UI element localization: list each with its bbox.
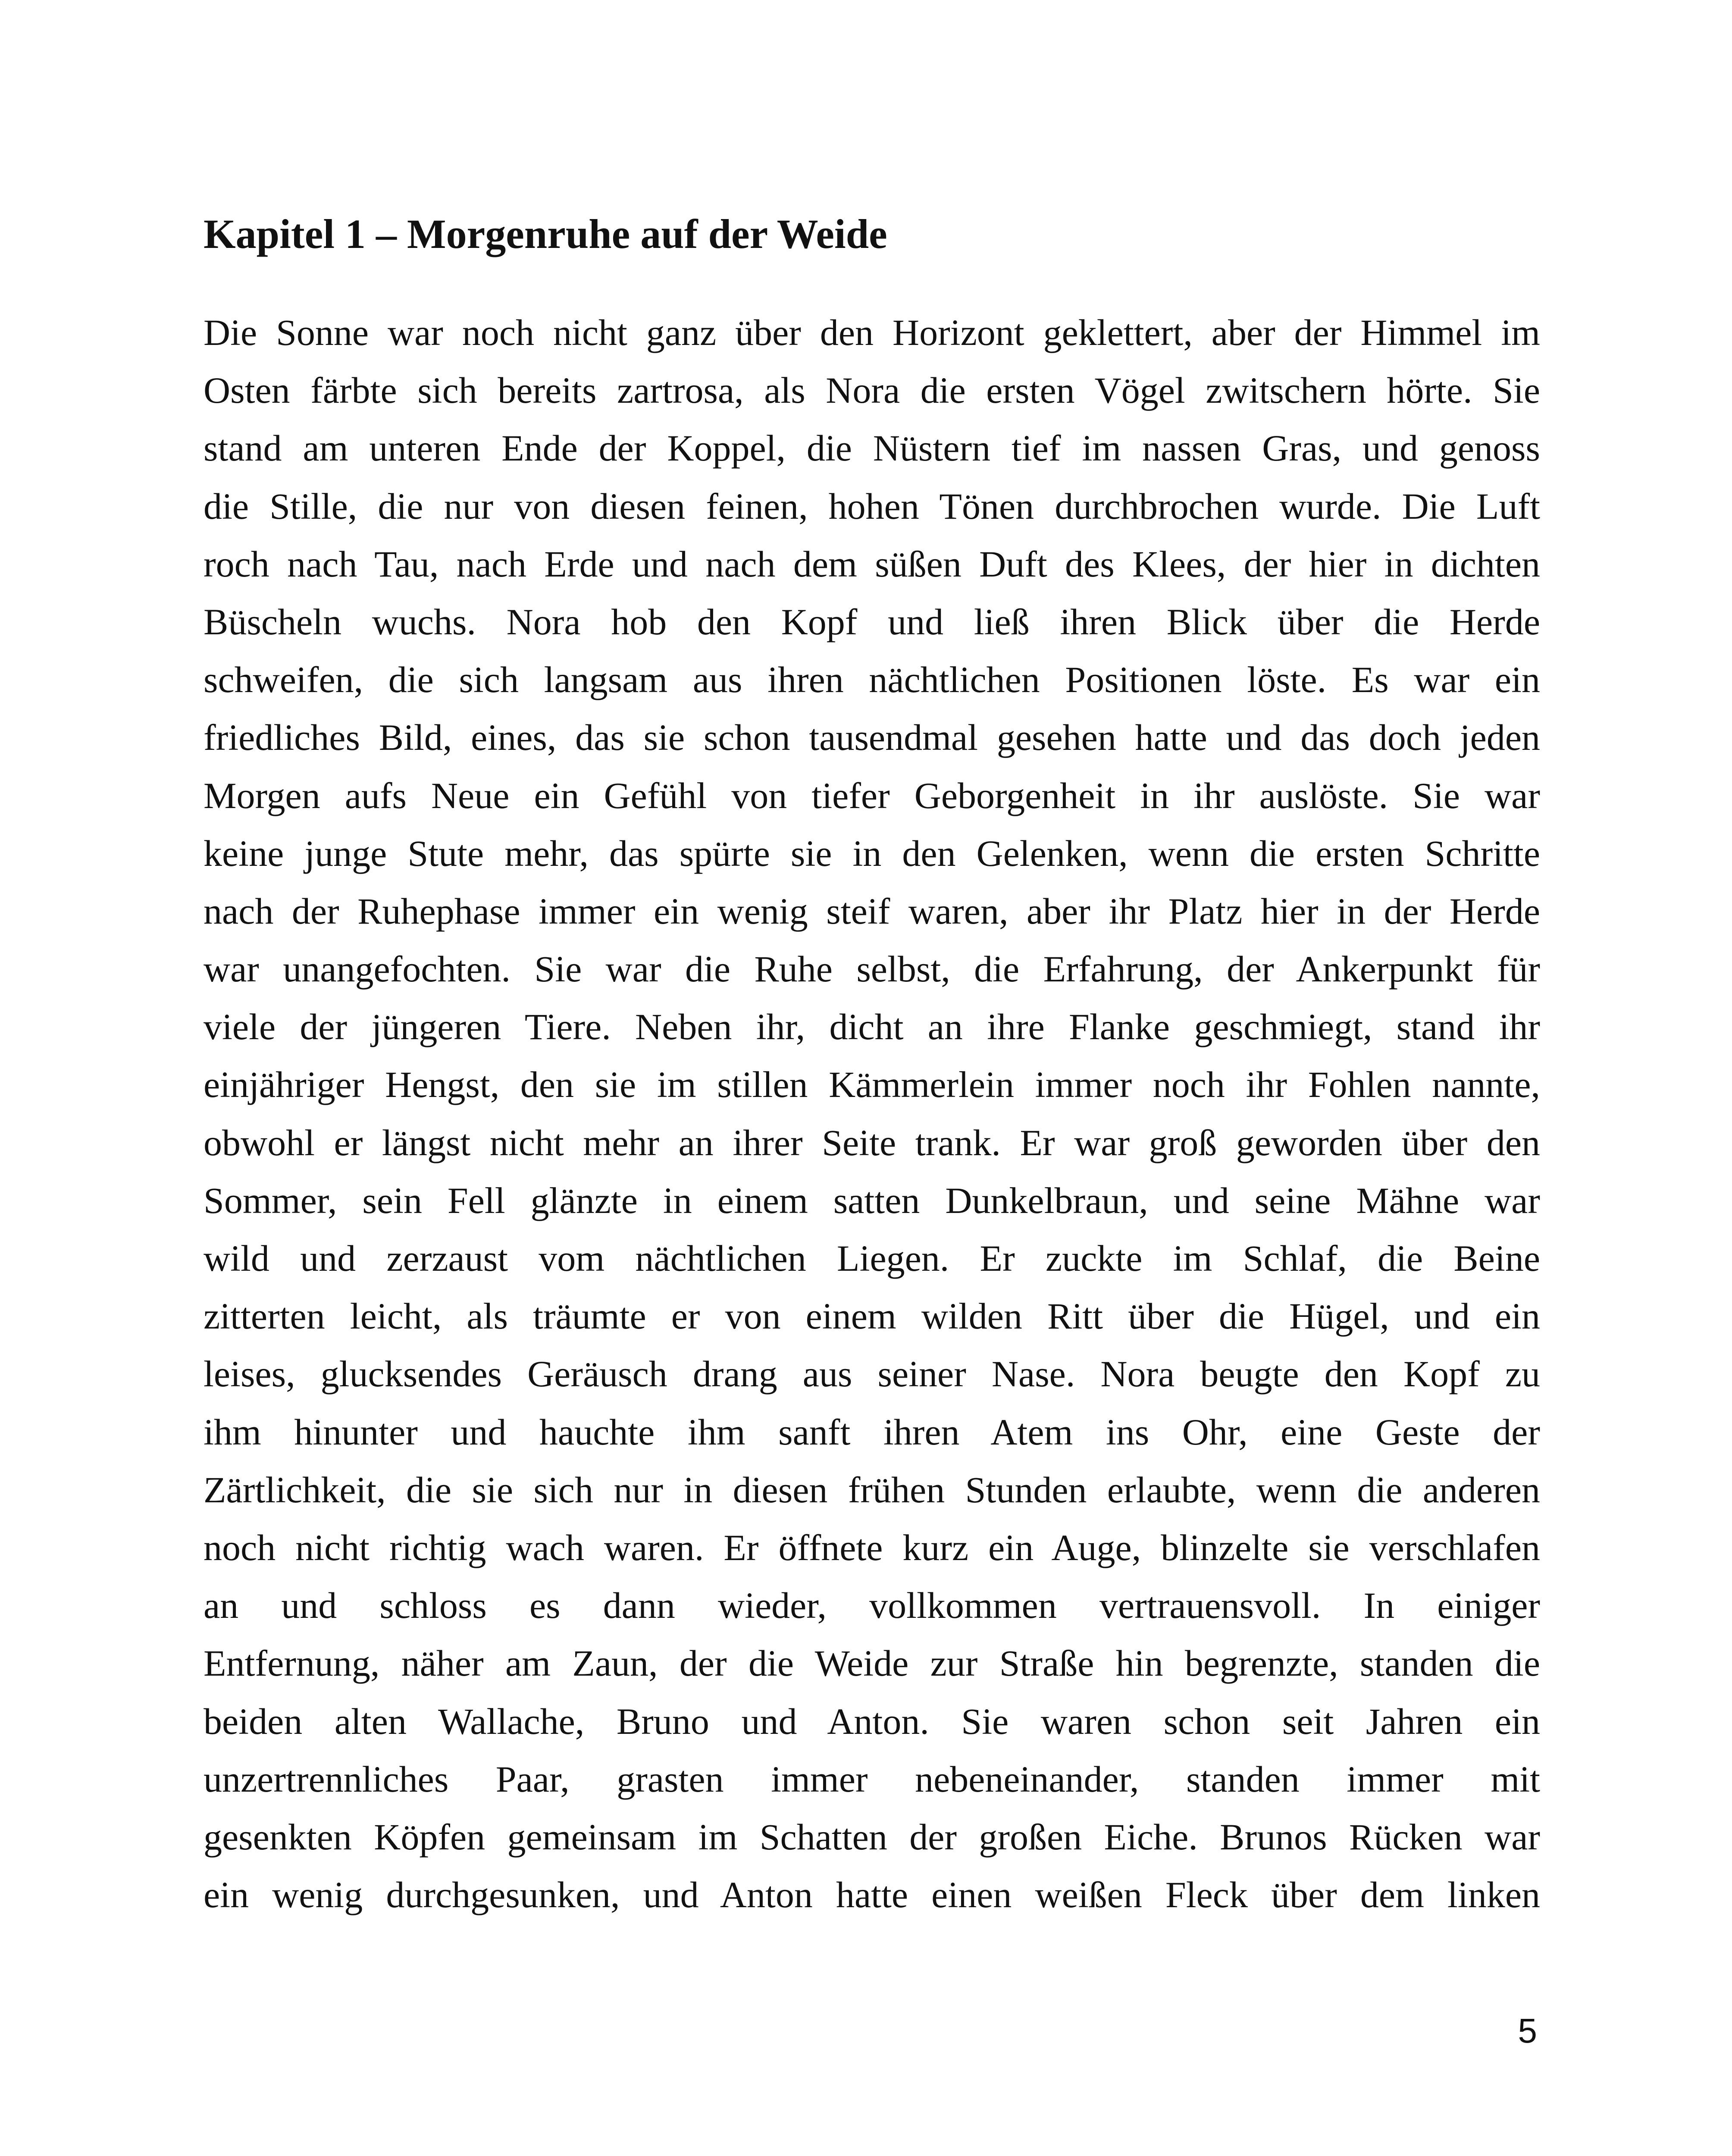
- text-line: Zärtlichkeit, die sie sich nur in diesen frühen Stunden erlaubte, wenn die anderen: [204, 1469, 1540, 1510]
- text-line: gesenkten Köpfen gemeinsam im Schatten der großen Eiche. Brunos Rücken war: [204, 1816, 1540, 1858]
- text-line: ein wenig durchgesunken, und Anton hatte einen weißen Fleck über dem linken: [204, 1874, 1540, 1916]
- body-text: [204, 304, 1540, 1924]
- text-line: Osten färbte sich bereits zartrosa, als Nora die ersten Vögel zwitschern hörte. Sie: [204, 370, 1540, 411]
- text-line: zitterten leicht, als träumte er von einem wilden Ritt über die Hügel, und ein: [204, 1295, 1540, 1337]
- text-line: unzertrennliches Paar, grasten immer nebeneinander, standen immer mit: [204, 1758, 1540, 1800]
- page-number: 5: [1518, 2012, 1537, 2050]
- text-line: roch nach Tau, nach Erde und nach dem süßen Duft des Klees, der hier in dichten: [204, 543, 1540, 585]
- chapter-title: Kapitel 1 – Morgenruhe auf der Weide: [204, 211, 887, 257]
- text-line: obwohl er längst nicht mehr an ihrer Seite trank. Er war groß geworden über den: [204, 1122, 1540, 1163]
- text-line: friedliches Bild, eines, das sie schon tausendmal gesehen hatte und das doch jeden: [204, 717, 1540, 758]
- text-line: Büscheln wuchs. Nora hob den Kopf und ließ ihren Blick über die Herde: [204, 601, 1540, 642]
- text-line: nach der Ruhephase immer ein wenig steif waren, aber ihr Platz hier in der Herde: [204, 890, 1540, 932]
- text-line: war unangefochten. Sie war die Ruhe selbst, die Erfahrung, der Ankerpunkt für: [204, 948, 1540, 990]
- text-line: wild und zerzaust vom nächtlichen Liegen. Er zuckte im Schlaf, die Beine: [204, 1238, 1540, 1279]
- text-line: Die Sonne war noch nicht ganz über den Horizont geklettert, aber der Himmel im: [204, 312, 1540, 353]
- text-line: leises, glucksendes Geräusch drang aus seiner Nase. Nora beugte den Kopf zu: [204, 1353, 1540, 1395]
- text-line: schweifen, die sich langsam aus ihren nächtlichen Positionen löste. Es war ein: [204, 659, 1540, 701]
- text-line: Entfernung, näher am Zaun, der die Weide zur Straße hin begrenzte, standen die: [204, 1642, 1540, 1684]
- text-line: einjähriger Hengst, den sie im stillen Kämmerlein immer noch ihr Fohlen nannte,: [204, 1064, 1540, 1106]
- text-line: viele der jüngeren Tiere. Neben ihr, dicht an ihre Flanke geschmiegt, stand ihr: [204, 1006, 1540, 1048]
- text-line: die Stille, die nur von diesen feinen, hohen Tönen durchbrochen wurde. Die Luft: [204, 485, 1540, 527]
- text-line: stand am unteren Ende der Koppel, die Nüstern tief im nassen Gras, und genoss: [204, 427, 1540, 469]
- text-line: keine junge Stute mehr, das spürte sie in den Gelenken, wenn die ersten Schritte: [204, 832, 1540, 874]
- text-line: Sommer, sein Fell glänzte in einem satten Dunkelbraun, und seine Mähne war: [204, 1179, 1540, 1221]
- text-line: Morgen aufs Neue ein Gefühl von tiefer Geborgenheit in ihr auslöste. Sie war: [204, 774, 1540, 816]
- text-line: noch nicht richtig wach waren. Er öffnete kurz ein Auge, blinzelte sie verschlafen: [204, 1526, 1540, 1568]
- text-line: an und schloss es dann wieder, vollkommen vertrauensvoll. In einiger: [204, 1585, 1540, 1626]
- text-line: beiden alten Wallache, Bruno und Anton. Sie waren schon seit Jahren ein: [204, 1700, 1540, 1742]
- text-line: ihm hinunter und hauchte ihm sanft ihren Atem ins Ohr, eine Geste der: [204, 1411, 1540, 1453]
